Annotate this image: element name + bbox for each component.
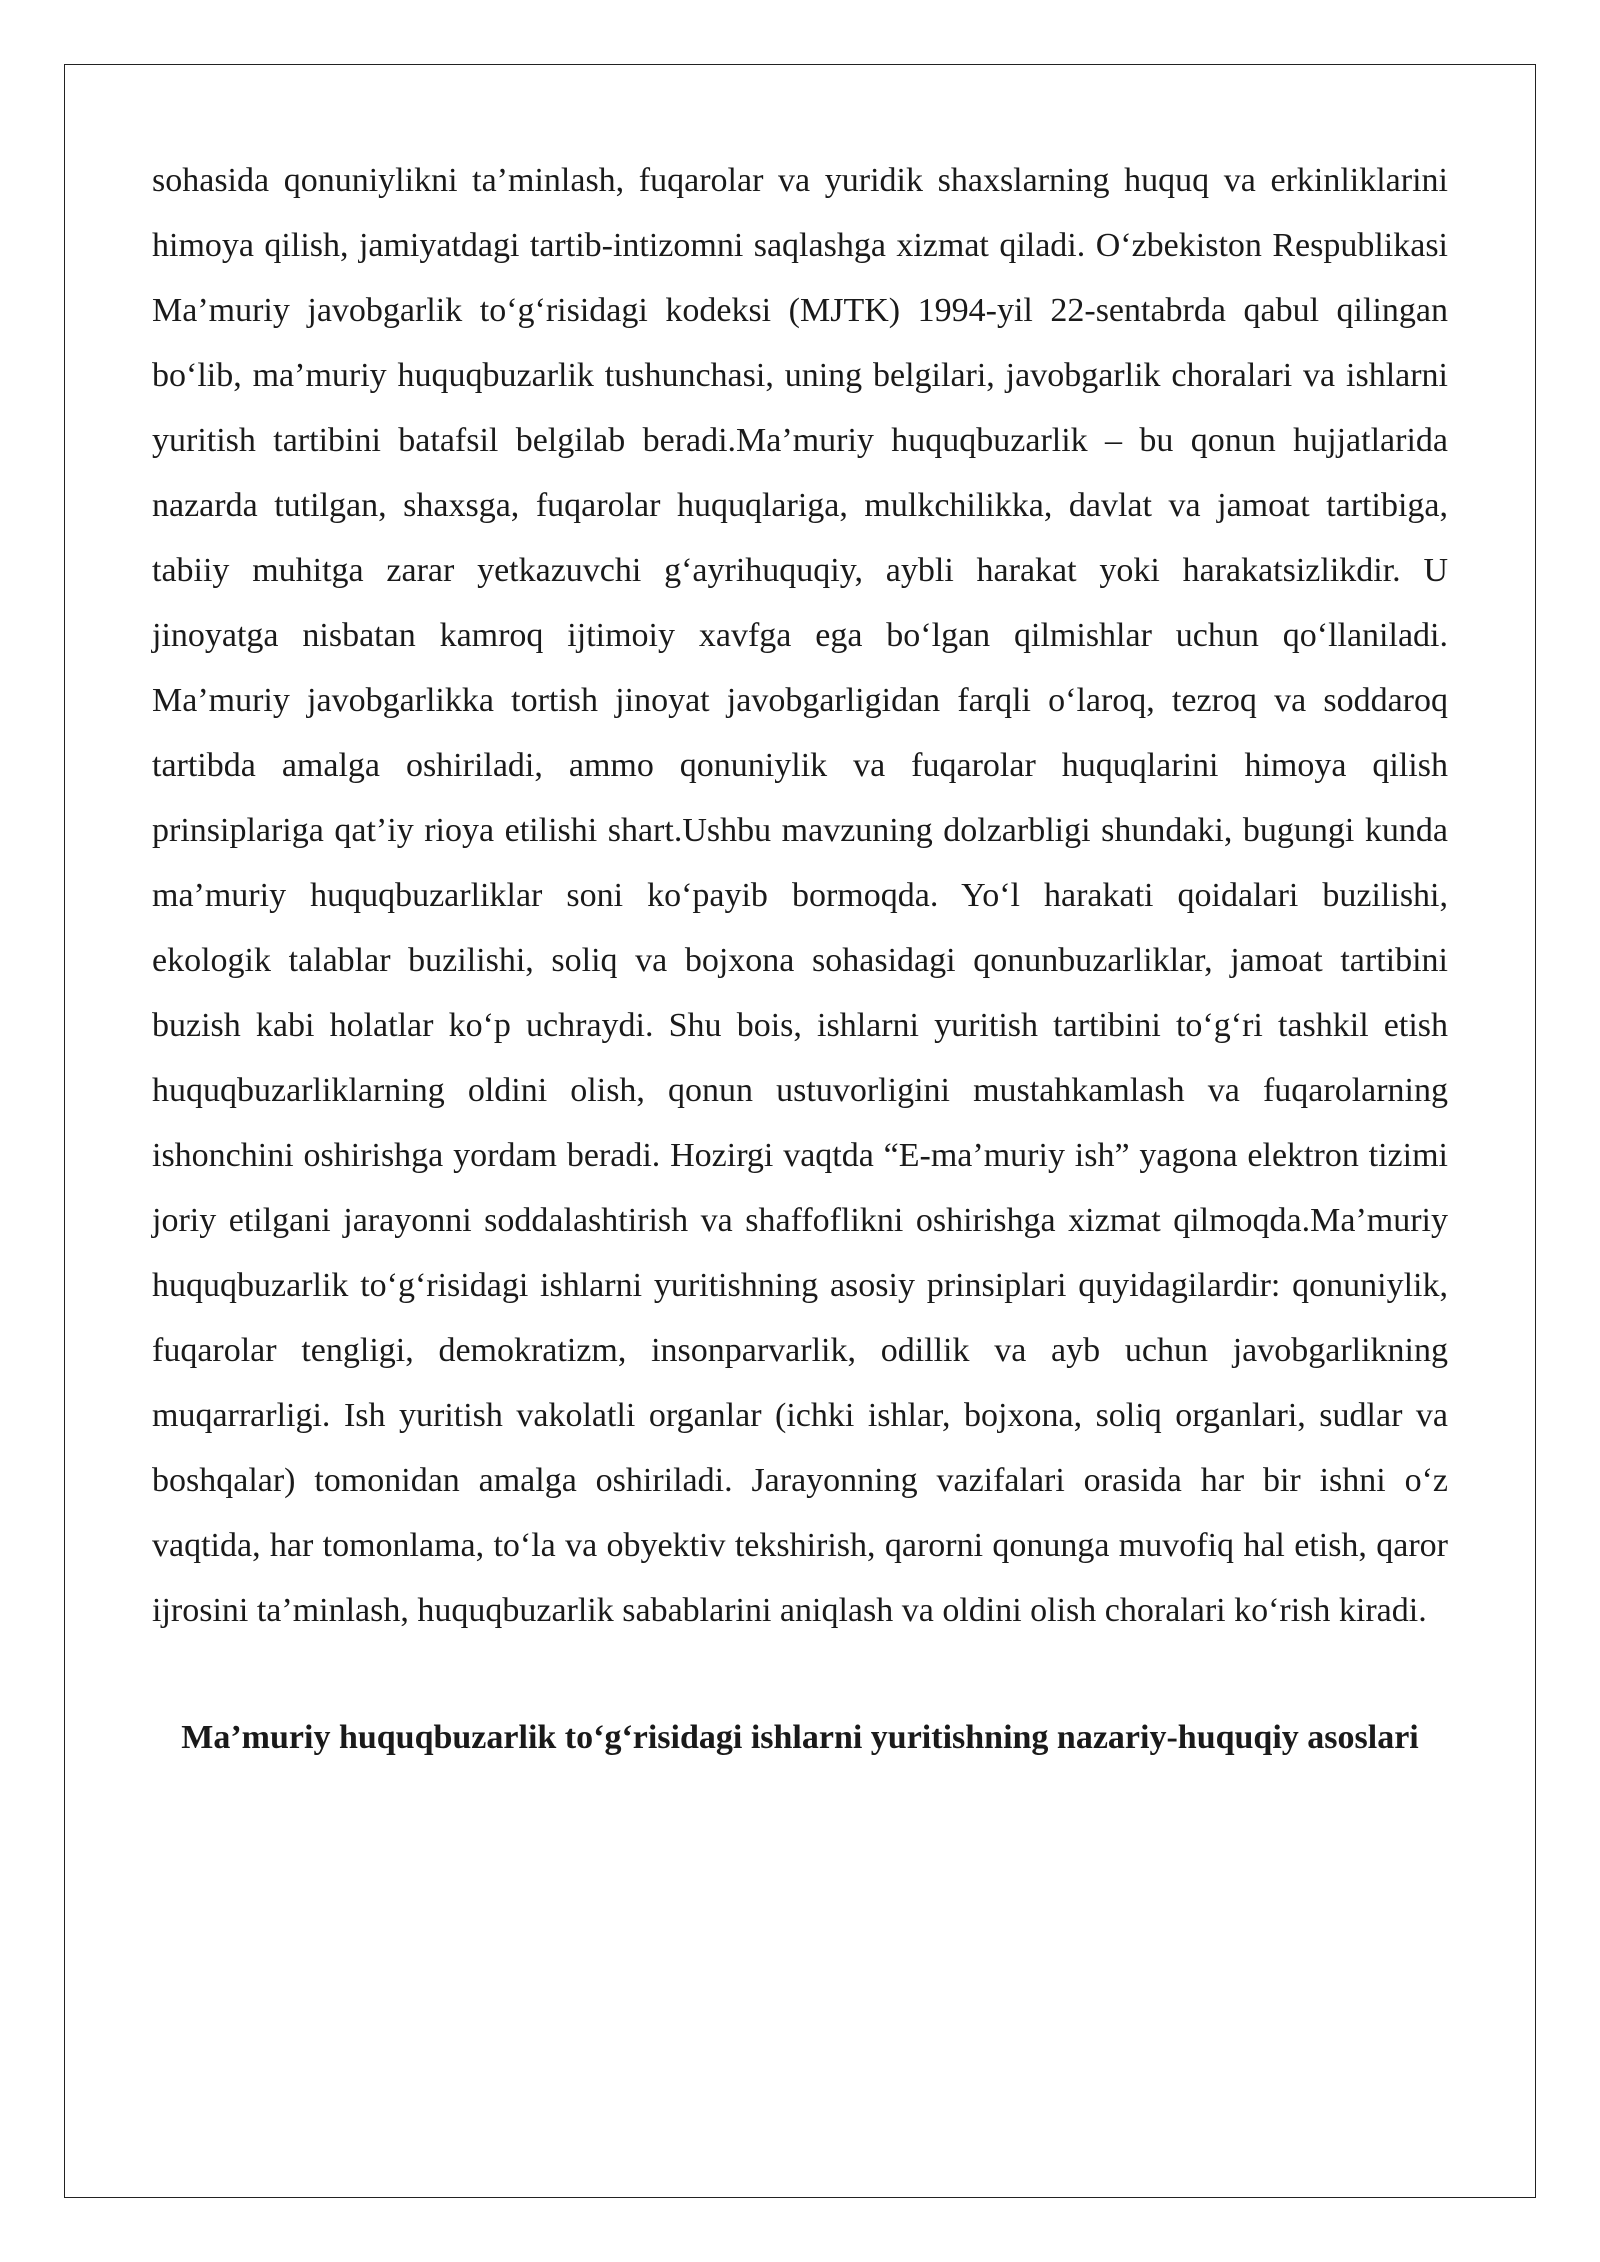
document-content	[152, 148, 1448, 1770]
body-paragraph: sohasida qonuniylikni ta’minlash, fuqarolar va yuridik shaxslarning huquq va erkinliklarini himoya qilish, jamiyatdagi tartib-intizomni saqlashga xizmat qiladi. O‘zbekiston Respublikasi Ma’muriy javobgarlik to‘g‘risidagi kodeksi (MJTK) 1994-yil 22-sentabrda qabul qilingan bo‘lib, ma’muriy huquqbuzarlik tushunchasi, uning belgilari, javobgarlik choralari va ishlarni yuritish tartibini batafsil belgilab beradi.Ma’muriy huquqbuzarlik – bu qonun hujjatlarida nazarda tutilgan, shaxsga, fuqarolar huquqlariga, mulkchilikka, davlat va jamoat tartibiga, tabiiy muhitga zarar yetkazuvchi g‘ayrihuquqiy, aybli harakat yoki harakatsizlikdir. U jinoyatga nisbatan kamroq ijtimoiy xavfga ega bo‘lgan qilmishlar uchun qo‘llaniladi. Ma’muriy javobgarlikka tortish jinoyat javobgarligidan farqli o‘laroq, tezroq va soddaroq tartibda amalga oshiriladi, ammo qonuniylik va fuqarolar huquqlarini himoya qilish prinsiplariga qat’iy rioya etilishi shart.Ushbu mavzuning dolzarbligi shundaki, bugungi kunda ma’muriy huquqbuzarliklar soni ko‘payib bormoqda. Yo‘l harakati qoidalari buzilishi, ekologik talablar buzilishi, soliq va bojxona sohasidagi qonunbuzarliklar, jamoat tartibini buzish kabi holatlar ko‘p uchraydi. Shu bois, ishlarni yuritish tartibini to‘g‘ri tashkil etish huquqbuzarliklarning oldini olish, qonun ustuvorligini mustahkamlash va fuqarolarning ishonchini oshirishga yordam beradi. Hozirgi vaqtda “E-ma’muriy ish” yagona elektron tizimi joriy etilgani jarayonni soddalashtirish va shaffoflikni oshirishga xizmat qilmoqda.Ma’muriy huquqbuzarlik to‘g‘risidagi ishlarni yuritishning asosiy prinsiplari quyidagilardir: qonuniylik, fuqarolar tengligi, demokratizm, insonparvarlik, odillik va ayb uchun javobgarlikning muqarrarligi. Ish yuritish vakolatli organlar (ichki ishlar, bojxona, soliq organlari, sudlar va boshqalar) tomonidan amalga oshiriladi. Jarayonning vazifalari orasida har bir ishni o‘z vaqtida, har tomonlama, to‘la va obyektiv tekshirish, qarorni qonunga muvofiq hal etish, qaror ijrosini ta’minlash, huquqbuzarlik sabablarini aniqlash va oldini olish choralari ko‘rish kiradi.	[152, 162, 1448, 1629]
section-heading: Ma’muriy huquqbuzarlik to‘g‘risidagi ishlarni yuritishning nazariy-huquqiy asoslari	[181, 1719, 1419, 1756]
